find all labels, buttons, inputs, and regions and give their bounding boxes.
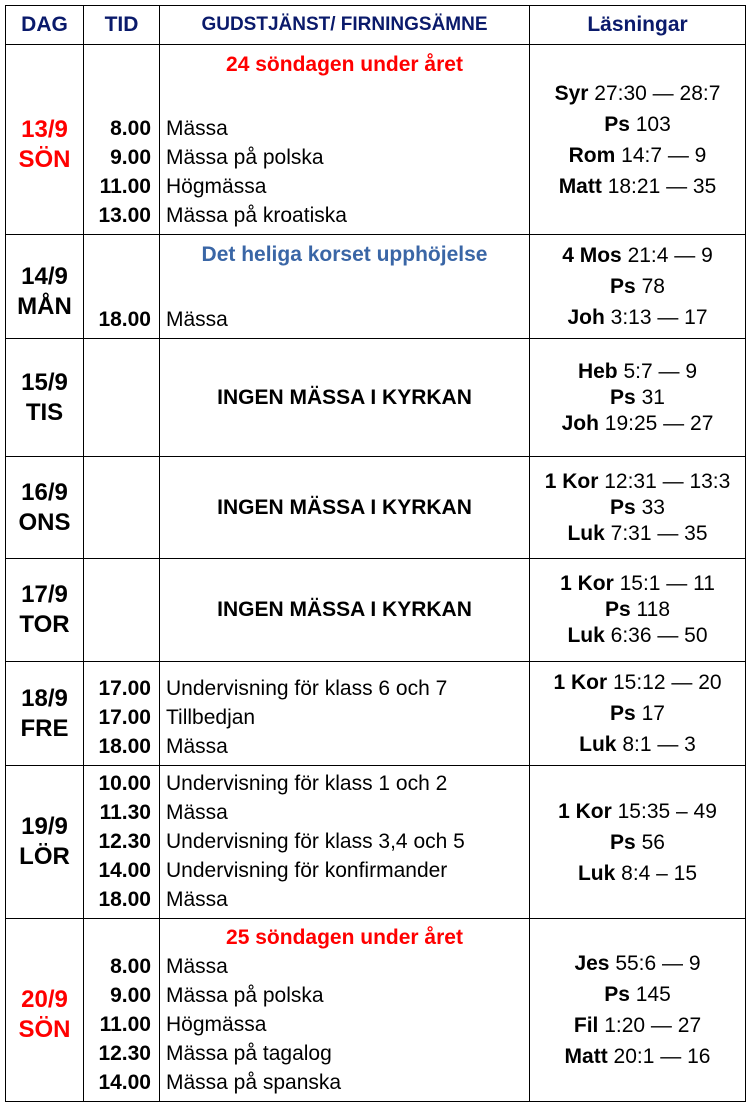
time-cell [84, 457, 160, 559]
reading [530, 411, 745, 437]
date: 15/9 [21, 368, 68, 396]
reading-ref: 31 [641, 385, 665, 409]
header-lasningar: Läsningar [530, 6, 746, 45]
table-row [6, 766, 746, 919]
readings-cell [530, 662, 746, 766]
event: Mässa [166, 801, 228, 824]
date: 20/9 [21, 986, 68, 1013]
time-cell [84, 339, 160, 457]
reading-ref: 55:6 — 9 [615, 952, 701, 975]
reading-ref: 5:7 — 9 [623, 359, 698, 383]
reading-book: 1 Kor [544, 469, 599, 493]
event: Mässa på tagalog [166, 1042, 332, 1065]
reading-book: Ps [610, 275, 636, 298]
reading [530, 1010, 745, 1041]
schedule-table [5, 5, 746, 1102]
day-cell [6, 45, 84, 235]
table-row [6, 339, 746, 457]
reading-book: Ps [610, 495, 636, 519]
reading-book: Joh [567, 306, 605, 329]
time: 18.00 [98, 735, 151, 758]
time-cell [84, 235, 160, 339]
event: Mässa på spanska [166, 1071, 342, 1094]
table-row [6, 457, 746, 559]
reading-ref: 1:20 — 27 [604, 1014, 702, 1037]
table-row [6, 919, 746, 1102]
reading-book: Ps [610, 830, 636, 854]
table-row [6, 45, 746, 235]
time: 14.00 [98, 859, 151, 882]
day-cell [6, 235, 84, 339]
time: 11.00 [99, 1013, 151, 1036]
header-tid: TID [84, 6, 160, 45]
reading [530, 597, 745, 623]
weekday: ONS [18, 508, 71, 536]
event: Mässa [166, 308, 228, 331]
reading-ref: 118 [636, 598, 670, 621]
header-dag: DAG [6, 6, 84, 45]
reading-book: Heb [577, 359, 618, 383]
event: Mässa på kroatiska [166, 204, 347, 227]
time: 18.00 [98, 308, 151, 331]
reading-book: Jes [574, 952, 610, 975]
event: Högmässa [166, 175, 267, 198]
date: 17/9 [21, 581, 68, 608]
event: Mässa [166, 735, 228, 758]
reading-book: Luk [579, 733, 617, 756]
date: 13/9 [21, 115, 68, 143]
reading-ref: 8:1 — 3 [622, 733, 696, 756]
time: 17.00 [98, 677, 151, 700]
reading [530, 140, 745, 171]
reading-book: 4 Mos [562, 244, 622, 267]
reading-book: Joh [561, 411, 599, 435]
reading [530, 796, 745, 827]
event-cell [160, 766, 530, 919]
time: 17.00 [98, 706, 151, 729]
reading-ref: 8:4 – 15 [621, 861, 698, 885]
reading [530, 858, 745, 889]
reading-ref: 12:31 — 13:3 [604, 469, 731, 493]
readings-cell [530, 457, 746, 559]
event: Tillbedjan [166, 706, 256, 729]
event: Undervisning för klass 1 och 2 [166, 772, 448, 795]
reading [530, 109, 745, 140]
time-cell [84, 766, 160, 919]
reading [530, 948, 745, 979]
event-cell [160, 235, 530, 339]
reading-ref: 103 [635, 112, 671, 136]
reading [530, 171, 745, 202]
time-cell [84, 559, 160, 662]
reading [530, 359, 745, 385]
no-mass-text: INGEN MÄSSA I KYRKAN [217, 385, 472, 409]
reading-ref: 3:13 — 17 [610, 306, 708, 329]
time-cell [84, 662, 160, 766]
readings-cell [530, 339, 746, 457]
table-row [6, 235, 746, 339]
reading-ref: 21:4 — 9 [627, 244, 713, 267]
reading-book: 1 Kor [560, 572, 614, 595]
readings-cell [530, 45, 746, 235]
reading-ref: 18:21 — 35 [607, 174, 717, 198]
reading [530, 302, 745, 333]
reading-book: Ps [604, 983, 630, 1006]
weekday: LÖR [19, 843, 70, 870]
time: 8.00 [110, 117, 151, 140]
reading-book: Ps [604, 598, 631, 621]
weekday: FRE [20, 714, 69, 742]
no-mass-text: INGEN MÄSSA I KYRKAN [217, 598, 472, 621]
event-cell [160, 919, 530, 1102]
reading-book: Ps [610, 385, 636, 409]
weekday: SÖN [18, 1016, 71, 1043]
date: 19/9 [21, 813, 68, 840]
reading [530, 495, 745, 521]
day-cell [6, 919, 84, 1102]
event: Mässa [166, 888, 228, 911]
reading-book: Matt [558, 174, 602, 198]
time-cell [84, 919, 160, 1102]
reading-book: Matt [564, 1045, 608, 1068]
no-mass-notice [160, 339, 530, 457]
reading [530, 1041, 745, 1072]
time: 9.00 [110, 984, 151, 1007]
time: 10.00 [98, 772, 151, 795]
reading [530, 271, 745, 302]
event-cell [160, 662, 530, 766]
reading [530, 571, 745, 597]
reading [530, 979, 745, 1010]
reading-ref: 145 [635, 983, 671, 1006]
time: 9.00 [110, 146, 151, 169]
reading-ref: 15:1 — 11 [619, 572, 715, 595]
reading-ref: 15:35 – 49 [617, 799, 717, 823]
reading-ref: 14:7 — 9 [621, 143, 707, 167]
event: Mässa [166, 955, 228, 978]
readings-cell [530, 766, 746, 919]
day-cell [6, 662, 84, 766]
reading [530, 698, 745, 729]
event: Undervisning för konfirmander [166, 859, 448, 882]
time: 8.00 [110, 955, 151, 978]
reading-book: Ps [604, 112, 630, 136]
no-mass-notice [160, 457, 530, 559]
reading-ref: 27:30 — 28:7 [594, 81, 721, 105]
table-row [6, 559, 746, 662]
readings-cell [530, 559, 746, 662]
reading-book: Fil [573, 1014, 599, 1037]
reading-book: Syr [554, 81, 589, 105]
reading [530, 667, 745, 698]
day-cell [6, 457, 84, 559]
table-row [6, 662, 746, 766]
date: 16/9 [21, 478, 68, 506]
time: 14.00 [98, 1071, 151, 1094]
reading-ref: 6:36 — 50 [610, 624, 708, 647]
day-cell [6, 339, 84, 457]
time-cell [84, 45, 160, 235]
no-mass-text: INGEN MÄSSA I KYRKAN [217, 495, 472, 519]
readings-cell [530, 235, 746, 339]
event: Högmässa [166, 1013, 267, 1036]
reading-ref: 15:12 — 20 [612, 671, 722, 694]
reading-book: 1 Kor [558, 799, 612, 823]
no-mass-notice [160, 559, 530, 662]
header-row [6, 6, 746, 45]
weekday: TOR [19, 611, 70, 638]
reading-book: 1 Kor [553, 671, 608, 694]
feast-title: Det heliga korset upphöjelse [201, 243, 488, 266]
event: Mässa [166, 117, 228, 140]
reading [530, 827, 745, 858]
reading-ref: 17 [641, 702, 665, 725]
event: Mässa på polska [166, 984, 324, 1007]
time: 11.30 [99, 801, 151, 824]
weekday: MÅN [17, 292, 72, 320]
date: 18/9 [21, 684, 68, 712]
day-cell [6, 766, 84, 919]
reading-ref: 78 [641, 275, 665, 298]
reading-book: Rom [568, 143, 616, 167]
reading-ref: 7:31 — 35 [610, 521, 708, 545]
reading-ref: 33 [641, 495, 665, 519]
event: Undervisning för klass 6 och 7 [166, 677, 448, 700]
weekday: TIS [25, 398, 64, 426]
reading [530, 469, 745, 495]
reading [530, 623, 745, 649]
event-cell [160, 45, 530, 235]
reading [530, 385, 745, 411]
reading [530, 729, 745, 760]
reading [530, 240, 745, 271]
feast-title: 24 söndagen under året [226, 53, 463, 76]
reading-book: Luk [567, 624, 605, 647]
time: 18.00 [98, 888, 151, 911]
readings-cell [530, 919, 746, 1102]
reading-ref: 19:25 — 27 [604, 411, 714, 435]
reading-ref: 20:1 — 16 [613, 1045, 711, 1068]
day-cell [6, 559, 84, 662]
header-amne: GUDSTJÄNST/ FIRNINGSÄMNE [160, 6, 530, 45]
time: 12.30 [98, 830, 151, 853]
time: 12.30 [98, 1042, 151, 1065]
reading [530, 78, 745, 109]
event: Mässa på polska [166, 146, 324, 169]
reading-ref: 56 [641, 830, 665, 854]
feast-title: 25 söndagen under året [226, 926, 463, 949]
weekday: SÖN [18, 145, 71, 173]
reading-book: Luk [567, 521, 605, 545]
reading-book: Ps [610, 702, 636, 725]
event: Undervisning för klass 3,4 och 5 [166, 830, 465, 853]
time: 11.00 [99, 175, 151, 198]
date: 14/9 [21, 262, 68, 290]
reading-book: Luk [577, 861, 616, 885]
time: 13.00 [98, 204, 151, 227]
reading [530, 521, 745, 547]
